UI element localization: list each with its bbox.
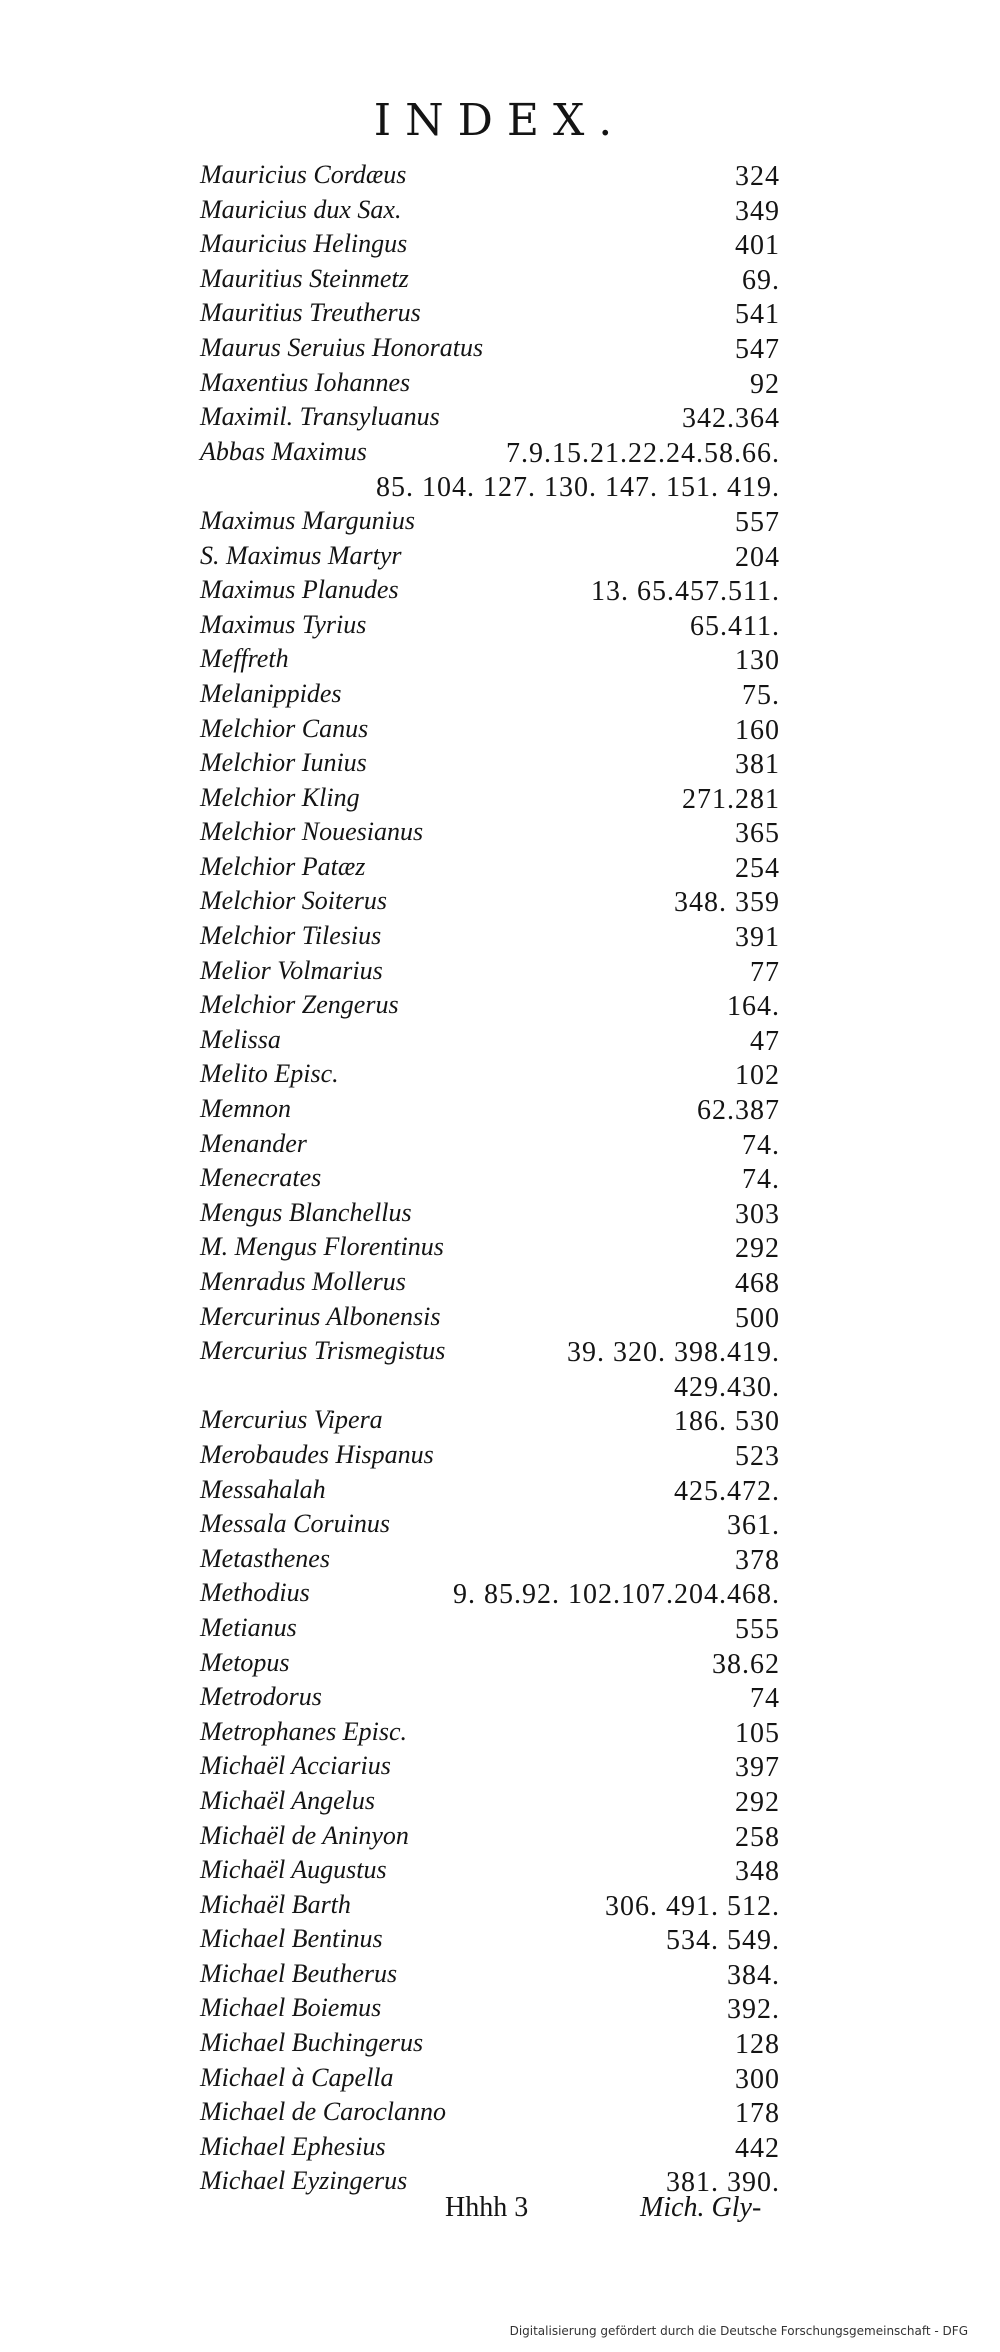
entry-name: Michael Beutherus (200, 1958, 398, 1988)
entry-pages: 9. 85.92. 102.107.204.468. (453, 1579, 780, 1611)
entry-name: Maximil. Transyluanus (200, 402, 440, 432)
entry-pages: 47 (750, 1025, 780, 1057)
entry-name: Merobaudes Hispanus (200, 1439, 434, 1469)
entry-name: Mercurinus Albonensis (200, 1301, 441, 1331)
entry-pages: 392. (727, 1994, 780, 2026)
entry-pages: 85. 104. 127. 130. 147. 151. 419. (376, 472, 780, 504)
entry-name: Abbas Maximus (200, 436, 367, 466)
entry-pages: 541 (735, 299, 780, 331)
entry-name: Michael Eyzingerus (200, 2166, 408, 2196)
index-entry (200, 2026, 780, 2061)
index-entry (200, 1196, 780, 1231)
index-entry (200, 504, 780, 539)
entry-name: Melchior Iunius (200, 748, 367, 778)
entry-pages: 429.430. (674, 1371, 780, 1403)
entry-name: Maximus Tyrius (200, 609, 367, 639)
entry-pages: 69. (742, 264, 780, 296)
entry-name: S. Maximus Martyr (200, 540, 402, 570)
entry-name: Michael à Capella (200, 2062, 394, 2092)
entry-pages: 342.364 (682, 403, 780, 435)
digitization-credit: Digitalisierung gefördert durch die Deutsche Forschungsgemeinschaft - DFG (509, 2324, 968, 2338)
entry-pages: 130 (735, 645, 780, 677)
entry-pages: 7.9.15.21.22.24.58.66. (506, 437, 780, 469)
entry-pages: 74. (742, 1129, 780, 1161)
entry-pages: 271.281 (682, 783, 780, 815)
entry-pages: 105 (735, 1717, 780, 1749)
index-entry (200, 1819, 780, 1854)
entry-pages: 92 (750, 368, 780, 400)
entry-name: Memnon (200, 1094, 291, 1124)
entry-name: Messala Coruinus (200, 1509, 390, 1539)
entry-pages: 292 (735, 1233, 780, 1265)
entry-pages: 365 (735, 818, 780, 850)
entry-pages: 254 (735, 852, 780, 884)
index-entries (200, 158, 780, 2199)
entry-name: Melissa (200, 1024, 281, 1054)
index-entry (200, 1334, 780, 1369)
entry-pages: 74 (750, 1683, 780, 1715)
entry-name: Melanippides (200, 678, 342, 708)
index-entry (200, 1438, 780, 1473)
entry-pages: 523 (735, 1440, 780, 1472)
entry-name: Menander (200, 1128, 307, 1158)
entry-name: Michaël Acciarius (200, 1751, 391, 1781)
index-entry (200, 1611, 780, 1646)
entry-name: Maximus Margunius (200, 505, 415, 535)
entry-name: Melchior Zengerus (200, 990, 399, 1020)
entry-pages: 164. (727, 991, 780, 1023)
index-entry (200, 1576, 780, 1611)
entry-name: Mercurius Trismegistus (200, 1336, 446, 1366)
entry-name: Menradus Mollerus (200, 1267, 406, 1296)
index-entry (200, 1507, 780, 1542)
entry-pages: 39. 320. 398.419. (567, 1337, 780, 1369)
index-entry (200, 296, 780, 331)
entry-pages: 13. 65.457.511. (591, 576, 780, 608)
entry-pages: 468 (735, 1268, 780, 1299)
index-entry (200, 1888, 780, 1923)
entry-pages: 547 (735, 333, 780, 365)
entry-name: Maurus Seruius Honoratus (200, 332, 484, 362)
entry-pages: 361. (727, 1510, 780, 1542)
entry-pages: 186. 530 (674, 1406, 780, 1438)
entry-pages: 38.62 (712, 1648, 780, 1680)
entry-name: Metasthenes (200, 1543, 330, 1573)
index-entry (200, 1403, 780, 1438)
index-entry (200, 435, 780, 470)
entry-name: Metopus (200, 1647, 290, 1677)
index-entry-continuation (200, 1369, 780, 1404)
entry-pages: 204 (735, 541, 780, 573)
entry-pages: 425.472. (674, 1475, 780, 1507)
entry-name: Mauritius Steinmetz (200, 263, 409, 293)
entry-pages: 442 (735, 2132, 780, 2164)
index-entry-continuation (200, 469, 780, 504)
entry-pages: 65.411. (690, 610, 780, 642)
index-entry (200, 746, 780, 781)
entry-name: Meffreth (200, 644, 289, 674)
entry-pages: 397 (735, 1752, 780, 1784)
entry-name: Melchior Nouesianus (200, 817, 424, 847)
index-entry (200, 919, 780, 954)
entry-pages: 555 (735, 1613, 780, 1645)
index-entry (200, 158, 780, 193)
entry-name: Messahalah (200, 1474, 326, 1504)
index-entry (200, 642, 780, 677)
entry-pages: 74. (742, 1164, 780, 1196)
entry-pages: 381 (735, 749, 780, 781)
index-entry (200, 884, 780, 919)
index-entry (200, 262, 780, 297)
entry-name: Melchior Canus (200, 713, 369, 743)
entry-pages: 178 (735, 2098, 780, 2130)
page-title: INDEX. (373, 95, 627, 146)
index-entry (200, 988, 780, 1023)
index-entry (200, 712, 780, 747)
page-footer (0, 2192, 1000, 2232)
entry-name: Metianus (200, 1612, 297, 1642)
entry-name: Melchior Soiterus (200, 886, 388, 916)
index-entry (200, 1265, 780, 1300)
entry-name: Melchior Patæz (200, 851, 366, 881)
index-entry (200, 400, 780, 435)
entry-name: Michael de Caroclanno (200, 2097, 446, 2127)
index-entry (200, 850, 780, 885)
entry-name: Michael Boiemus (200, 1993, 382, 2023)
index-entry (200, 1853, 780, 1888)
entry-pages: 102 (735, 1060, 780, 1092)
entry-pages: 348 (735, 1856, 780, 1888)
entry-name: Maximus Planudes (200, 575, 399, 605)
entry-pages: 75. (742, 679, 780, 711)
signature-mark: Hhhh 3 (445, 2192, 529, 2223)
catchword: Mich. Gly- (640, 2192, 762, 2223)
entry-name: Metrophanes Episc. (200, 1716, 407, 1746)
entry-pages: 160 (735, 714, 780, 746)
entry-pages: 62.387 (697, 1095, 780, 1127)
index-entry (200, 2061, 780, 2096)
index-entry (200, 1542, 780, 1577)
entry-name: Michaël Barth (200, 1889, 351, 1919)
entry-name: Melior Volmarius (200, 955, 383, 985)
index-entry (200, 539, 780, 574)
entry-pages: 391 (735, 922, 780, 954)
entry-name: Michael Bentinus (200, 1924, 383, 1954)
entry-pages: 128 (735, 2029, 780, 2061)
index-entry (200, 1092, 780, 1127)
entry-name: Menecrates (200, 1163, 322, 1193)
entry-name: Mauricius dux Sax. (200, 194, 402, 224)
entry-pages: 303 (735, 1198, 780, 1230)
index-entry (200, 1957, 780, 1992)
index-entry (200, 1161, 780, 1196)
index-entry (200, 677, 780, 712)
entry-pages: 77 (750, 956, 780, 988)
index-entry (200, 1300, 780, 1335)
entry-name: Melito Episc. (200, 1059, 339, 1089)
index-entry (200, 1230, 780, 1265)
entry-name: Mengus Blanchellus (200, 1197, 412, 1227)
entry-name: Michaël de Aninyon (200, 1820, 409, 1850)
index-entry (200, 1680, 780, 1715)
entry-pages: 292 (735, 1786, 780, 1818)
index-entry (200, 2095, 780, 2130)
index-entry (200, 1127, 780, 1162)
index-entry (200, 1646, 780, 1681)
entry-name: Metrodorus (200, 1682, 322, 1712)
entry-name: Mercurius Vipera (200, 1405, 383, 1435)
index-entry (200, 1749, 780, 1784)
index-entry (200, 1715, 780, 1750)
entry-pages: 306. 491. 512. (605, 1890, 780, 1922)
entry-pages: 381. 390. (666, 2167, 780, 2199)
entry-pages: 348. 359 (674, 887, 780, 919)
entry-pages: 300 (735, 2063, 780, 2095)
entry-pages: 378 (735, 1544, 780, 1576)
entry-name: Melchior Tilesius (200, 921, 382, 951)
entry-name: Michael Ephesius (200, 2131, 386, 2161)
index-entry (200, 954, 780, 989)
index-entry (200, 781, 780, 816)
entry-name: Michael Buchingerus (200, 2028, 424, 2058)
entry-name: Melchior Kling (200, 782, 360, 812)
index-entry (200, 815, 780, 850)
entry-name: M. Mengus Florentinus (200, 1232, 444, 1262)
entry-pages: 500 (735, 1302, 780, 1334)
entry-name: Maxentius Iohannes (200, 367, 411, 397)
index-entry (200, 366, 780, 401)
entry-pages: 557 (735, 506, 780, 538)
index-entry (200, 608, 780, 643)
entry-name: Michaël Augustus (200, 1855, 387, 1885)
index-entry (200, 573, 780, 608)
entry-name: Mauritius Treutherus (200, 298, 421, 328)
index-entry (200, 1784, 780, 1819)
entry-pages: 534. 549. (666, 1925, 780, 1957)
index-entry (200, 1023, 780, 1058)
entry-name: Mauricius Cordæus (200, 160, 407, 189)
index-entry (200, 331, 780, 366)
entry-pages: 384. (727, 1959, 780, 1991)
entry-pages: 349 (735, 195, 780, 227)
index-entry (200, 2130, 780, 2165)
index-entry (200, 1057, 780, 1092)
index-entry (200, 1473, 780, 1508)
entry-pages: 324 (735, 161, 780, 192)
index-entry (200, 1991, 780, 2026)
index-entry (200, 227, 780, 262)
entry-pages: 401 (735, 230, 780, 262)
entry-pages: 258 (735, 1821, 780, 1853)
entry-name: Mauricius Helingus (200, 229, 408, 259)
index-entry (200, 193, 780, 228)
entry-name: Methodius (200, 1578, 310, 1608)
index-entry (200, 1922, 780, 1957)
entry-name: Michaël Angelus (200, 1785, 375, 1815)
